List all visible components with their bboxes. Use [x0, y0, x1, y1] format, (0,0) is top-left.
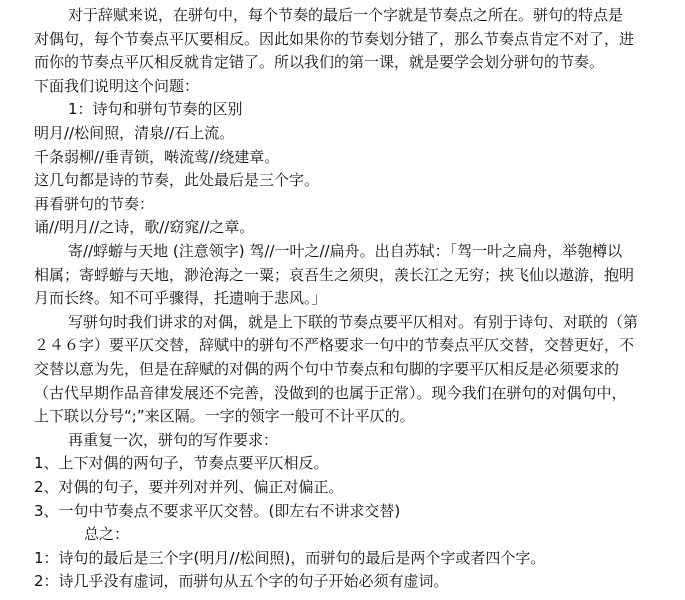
text-line-15: ２４６字）要平仄交替，辞赋中的骈句不严格要求一句中的节奏点平仄交替，交替更好，不: [34, 336, 635, 355]
text-line-18: 上下联以分号“;”来区隔。一字的领字一般可不计平仄的。: [34, 407, 415, 426]
text-line-6: 明月//松间照，清泉//石上流。: [34, 124, 235, 142]
summary-1: 1：诗句的最后是三个字(明月//松间照)，而骈句的最后是两个字或者四个字。: [34, 548, 546, 567]
text-line-19: 再重复一次，骈句的写作要求：: [68, 430, 279, 449]
text-line-4: 下面我们说明这个问题：: [34, 76, 200, 95]
text-line-16: 交替以意为先，但是在辞赋的对偶的两个句中节奏点和句脚的字要平仄相反是必须要求的: [34, 360, 620, 378]
text-line-8: 这几句都是诗的节奏，此处最后是三个字。: [34, 171, 320, 190]
text-line-13: 月而长终。知不可乎骤得，托遗响于悲风。」: [34, 289, 327, 308]
text-line-1: 对于辞赋来说，在骈句中，每个节奏的最后一个字就是节奏点之所在。骈句的特点是: [68, 6, 624, 24]
summary-2: 2：诗几乎没有虚词，而骈句从五个字的句子开始必须有虚词。: [34, 572, 449, 591]
requirement-3: 3、一句中节奏点不要求平仄交替。(即左右不讲求交替): [34, 501, 401, 520]
text-line-10: 诵//明月//之诗，歌//窈窕//之章。: [34, 218, 255, 237]
text-line-11: 寄//蜉蝣与天地 (注意领字) 驾//一叶之//扁舟。出自苏轼：「驾一叶之扁舟，举匏樽以: [68, 242, 623, 260]
requirement-2: 2、对偶的句子，要并列对并列、偏正对偏正。: [34, 478, 344, 496]
text-line-12: 相属；寄蜉蝣与天地，渺沧海之一粟；哀吾生之须臾，羡长江之无穷；挟飞仙以遨游，抱明: [34, 265, 635, 284]
text-line-9: 再看骈句的节奏：: [34, 194, 155, 213]
section-heading: 1：诗句和骈句节奏的区别: [68, 100, 243, 119]
text-line-17: （古代早期作品音律发展还不完善，没做到的也属于正常）。现今我们在骈句的对偶句中，: [34, 383, 627, 402]
text-line-7: 千条弱柳//垂青锁，啭流莺//绕建章。: [34, 147, 280, 166]
text-line-14: 写骈句时我们讲求的对偶，就是上下联的节奏点要平仄相对。有别于诗句、对联的（第: [68, 312, 639, 331]
text-line-3: 而你的节奏点平仄相反就肯定错了。所以我们的第一课，就是要学会划分骈句的节奏。: [34, 53, 605, 72]
text-line-2: 对偶句，每个节奏点平仄要相反。因此如果你的节奏划分错了，那么节奏点肯定不对了，进: [34, 29, 635, 48]
summary-heading: 总之：: [84, 525, 130, 544]
requirement-1: 1、上下对偶的两句子，节奏点要平仄相反。: [34, 454, 329, 473]
